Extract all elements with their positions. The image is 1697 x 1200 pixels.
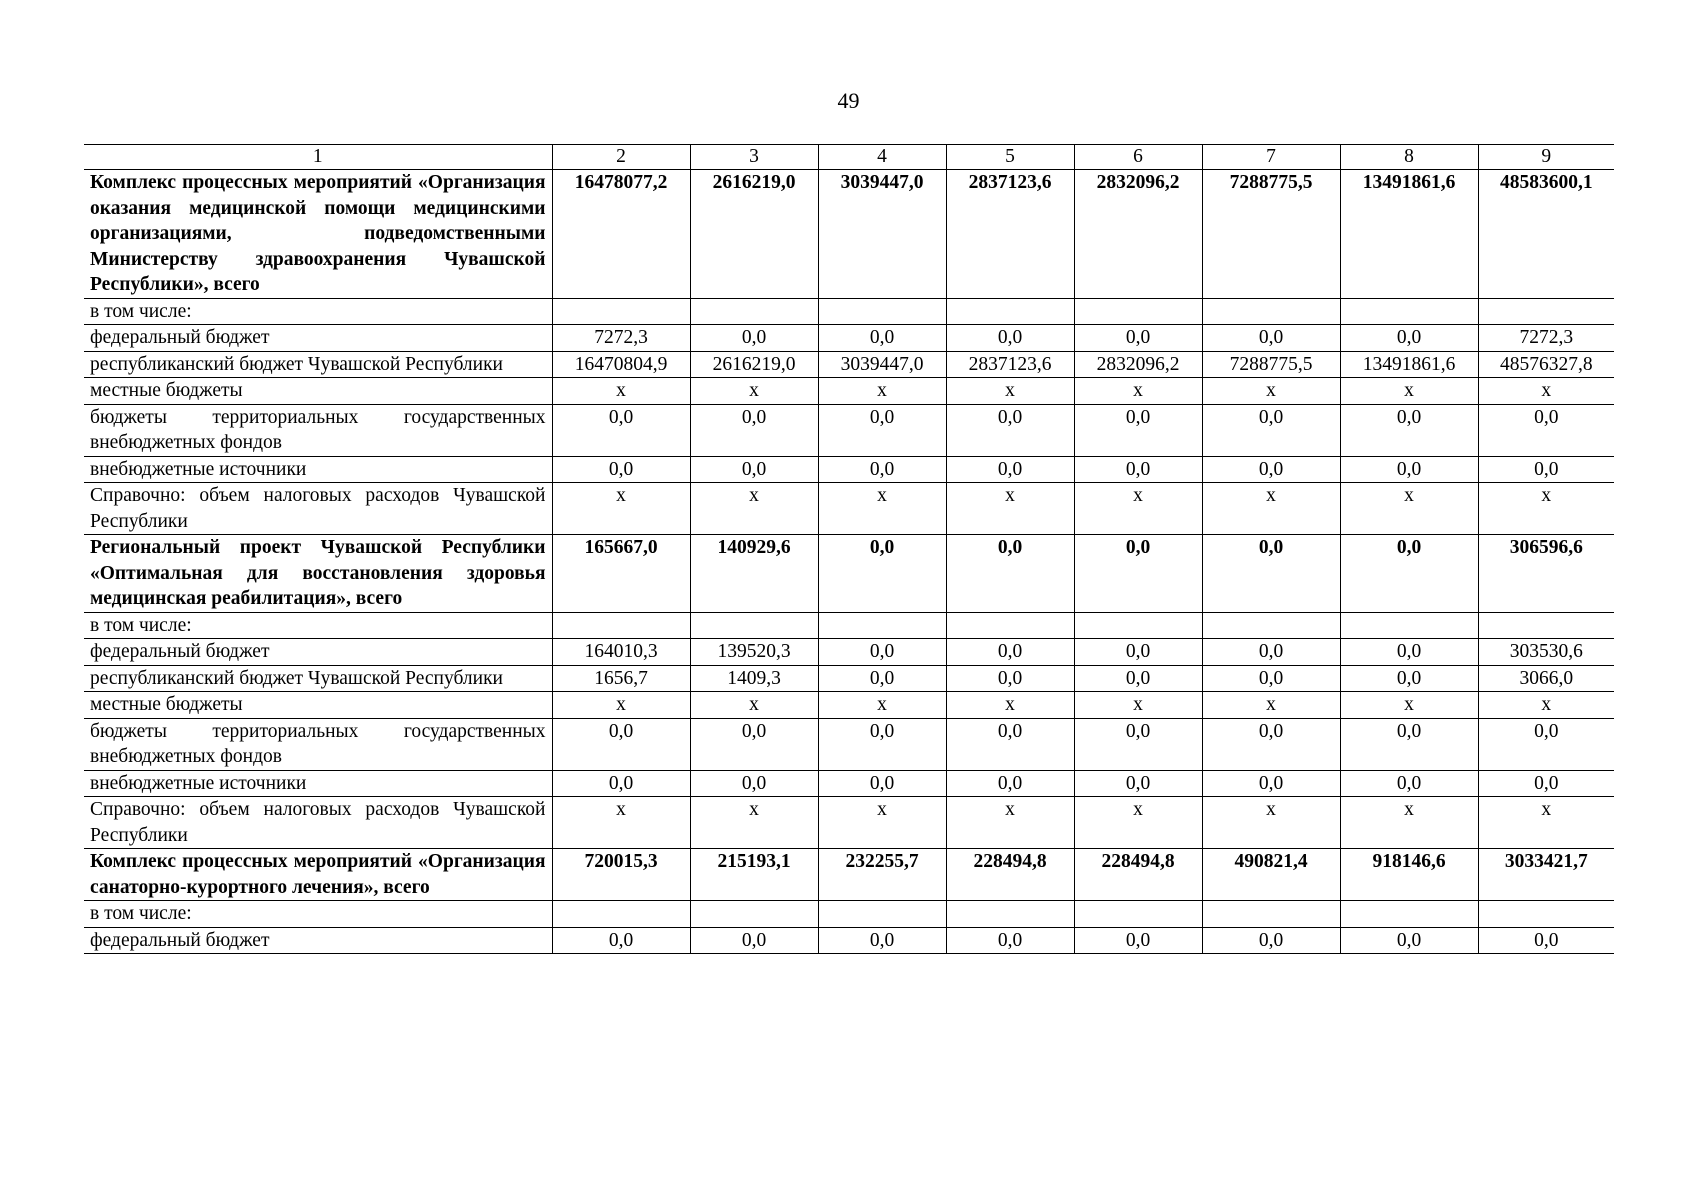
value-cell-col-2: x: [552, 797, 690, 849]
value-cell-col-5: x: [946, 378, 1074, 405]
value-cell-col-6: 0,0: [1074, 718, 1202, 770]
value-cell-col-9: 48583600,1: [1478, 170, 1614, 299]
table-row: [84, 639, 1614, 666]
value-cell-col-6: x: [1074, 692, 1202, 719]
value-cell-col-8: x: [1340, 692, 1478, 719]
value-cell-col-6: x: [1074, 797, 1202, 849]
row-label: федеральный бюджет: [84, 325, 552, 352]
table-body: [84, 170, 1614, 954]
value-cell-col-5: 0,0: [946, 665, 1074, 692]
value-cell-col-7: x: [1202, 797, 1340, 849]
value-cell-col-7: 0,0: [1202, 456, 1340, 483]
value-cell-col-3: 139520,3: [690, 639, 818, 666]
value-cell-col-4: x: [818, 692, 946, 719]
row-label: Комплекс процессных мероприятий «Организация санаторно-курортного лечения», всего: [84, 849, 552, 901]
value-cell-col-5: 0,0: [946, 535, 1074, 613]
value-cell-col-2: 0,0: [552, 456, 690, 483]
table-row: [84, 351, 1614, 378]
value-cell-col-7: 0,0: [1202, 639, 1340, 666]
row-label: местные бюджеты: [84, 692, 552, 719]
value-cell-col-8: 13491861,6: [1340, 170, 1478, 299]
value-cell-col-8: 13491861,6: [1340, 351, 1478, 378]
table-row: [84, 770, 1614, 797]
value-cell-col-2: 720015,3: [552, 849, 690, 901]
value-cell-col-5: 0,0: [946, 456, 1074, 483]
column-header-4: 4: [818, 145, 946, 170]
table-row: [84, 483, 1614, 535]
table-row: [84, 797, 1614, 849]
value-cell-col-2: 164010,3: [552, 639, 690, 666]
value-cell-col-6: [1074, 298, 1202, 325]
value-cell-col-4: x: [818, 378, 946, 405]
column-header-9: 9: [1478, 145, 1614, 170]
value-cell-col-4: 232255,7: [818, 849, 946, 901]
column-header-2: 2: [552, 145, 690, 170]
value-cell-col-9: 0,0: [1478, 770, 1614, 797]
value-cell-col-6: [1074, 612, 1202, 639]
value-cell-col-5: 0,0: [946, 639, 1074, 666]
value-cell-col-9: 7272,3: [1478, 325, 1614, 352]
value-cell-col-6: 0,0: [1074, 325, 1202, 352]
table-row: [84, 325, 1614, 352]
value-cell-col-8: 0,0: [1340, 325, 1478, 352]
value-cell-col-2: 165667,0: [552, 535, 690, 613]
value-cell-col-4: 0,0: [818, 404, 946, 456]
value-cell-col-4: 0,0: [818, 325, 946, 352]
value-cell-col-9: 0,0: [1478, 404, 1614, 456]
value-cell-col-6: 0,0: [1074, 456, 1202, 483]
value-cell-col-5: 0,0: [946, 325, 1074, 352]
value-cell-col-8: 0,0: [1340, 718, 1478, 770]
value-cell-col-9: 0,0: [1478, 927, 1614, 954]
value-cell-col-4: 0,0: [818, 535, 946, 613]
value-cell-col-8: x: [1340, 483, 1478, 535]
value-cell-col-4: 3039447,0: [818, 170, 946, 299]
value-cell-col-9: x: [1478, 797, 1614, 849]
value-cell-col-2: [552, 901, 690, 928]
table-row: [84, 404, 1614, 456]
value-cell-col-3: 0,0: [690, 718, 818, 770]
value-cell-col-2: [552, 612, 690, 639]
value-cell-col-5: 0,0: [946, 927, 1074, 954]
value-cell-col-3: 0,0: [690, 770, 818, 797]
row-label: Справочно: объем налоговых расходов Чувашской Республики: [84, 483, 552, 535]
value-cell-col-8: x: [1340, 378, 1478, 405]
subheading-row: [84, 612, 1614, 639]
value-cell-col-5: 2837123,6: [946, 170, 1074, 299]
value-cell-col-3: 2616219,0: [690, 351, 818, 378]
value-cell-col-4: 0,0: [818, 770, 946, 797]
value-cell-col-6: 2832096,2: [1074, 170, 1202, 299]
value-cell-col-5: 0,0: [946, 770, 1074, 797]
value-cell-col-8: 0,0: [1340, 770, 1478, 797]
value-cell-col-3: x: [690, 692, 818, 719]
value-cell-col-6: 0,0: [1074, 535, 1202, 613]
value-cell-col-7: 0,0: [1202, 404, 1340, 456]
value-cell-col-6: 0,0: [1074, 770, 1202, 797]
value-cell-col-3: [690, 901, 818, 928]
value-cell-col-8: [1340, 901, 1478, 928]
value-cell-col-7: [1202, 298, 1340, 325]
subheading-row: [84, 901, 1614, 928]
value-cell-col-5: x: [946, 483, 1074, 535]
value-cell-col-6: 0,0: [1074, 927, 1202, 954]
value-cell-col-4: [818, 612, 946, 639]
value-cell-col-2: 0,0: [552, 927, 690, 954]
value-cell-col-5: [946, 298, 1074, 325]
value-cell-col-9: [1478, 901, 1614, 928]
row-label: Комплекс процессных мероприятий «Организация оказания медицинской помощи медицинскими организациями, подведомственными Министерству здравоохранения Чувашской Республики», всего: [84, 170, 552, 299]
row-label: внебюджетные источники: [84, 456, 552, 483]
row-label: местные бюджеты: [84, 378, 552, 405]
value-cell-col-9: 0,0: [1478, 718, 1614, 770]
value-cell-col-2: 0,0: [552, 404, 690, 456]
value-cell-col-8: 0,0: [1340, 665, 1478, 692]
value-cell-col-2: x: [552, 378, 690, 405]
page-number: 49: [837, 88, 860, 113]
value-cell-col-4: 0,0: [818, 456, 946, 483]
value-cell-col-2: 0,0: [552, 770, 690, 797]
column-header-1: 1: [84, 145, 552, 170]
column-header-6: 6: [1074, 145, 1202, 170]
row-label: бюджеты территориальных государственных внебюджетных фондов: [84, 404, 552, 456]
value-cell-col-9: 3066,0: [1478, 665, 1614, 692]
table-row: [84, 378, 1614, 405]
column-header-7: 7: [1202, 145, 1340, 170]
table-header: [84, 145, 1614, 170]
row-label: в том числе:: [84, 901, 552, 928]
value-cell-col-9: 3033421,7: [1478, 849, 1614, 901]
value-cell-col-7: 0,0: [1202, 535, 1340, 613]
value-cell-col-3: 1409,3: [690, 665, 818, 692]
value-cell-col-8: 0,0: [1340, 535, 1478, 613]
column-header-3: 3: [690, 145, 818, 170]
value-cell-col-7: 490821,4: [1202, 849, 1340, 901]
value-cell-col-7: 0,0: [1202, 718, 1340, 770]
value-cell-col-7: x: [1202, 692, 1340, 719]
value-cell-col-6: [1074, 901, 1202, 928]
value-cell-col-7: [1202, 612, 1340, 639]
row-label: бюджеты территориальных государственных внебюджетных фондов: [84, 718, 552, 770]
value-cell-col-5: 228494,8: [946, 849, 1074, 901]
row-label: Справочно: объем налоговых расходов Чувашской Республики: [84, 797, 552, 849]
value-cell-col-2: 1656,7: [552, 665, 690, 692]
table-row: [84, 692, 1614, 719]
value-cell-col-5: x: [946, 797, 1074, 849]
header-row: [84, 145, 1614, 170]
value-cell-col-9: x: [1478, 483, 1614, 535]
value-cell-col-3: 0,0: [690, 927, 818, 954]
row-label: в том числе:: [84, 612, 552, 639]
value-cell-col-2: 7272,3: [552, 325, 690, 352]
value-cell-col-7: 7288775,5: [1202, 170, 1340, 299]
value-cell-col-4: x: [818, 483, 946, 535]
value-cell-col-3: 140929,6: [690, 535, 818, 613]
row-label: федеральный бюджет: [84, 639, 552, 666]
value-cell-col-3: x: [690, 378, 818, 405]
value-cell-col-3: 0,0: [690, 325, 818, 352]
value-cell-col-2: [552, 298, 690, 325]
value-cell-col-2: x: [552, 692, 690, 719]
row-label: федеральный бюджет: [84, 927, 552, 954]
value-cell-col-7: 0,0: [1202, 927, 1340, 954]
value-cell-col-7: 0,0: [1202, 770, 1340, 797]
table-row: [84, 456, 1614, 483]
row-label: внебюджетные источники: [84, 770, 552, 797]
column-header-5: 5: [946, 145, 1074, 170]
value-cell-col-3: 2616219,0: [690, 170, 818, 299]
value-cell-col-7: [1202, 901, 1340, 928]
row-label: республиканский бюджет Чувашской Республики: [84, 665, 552, 692]
table-row: [84, 718, 1614, 770]
value-cell-col-4: 0,0: [818, 927, 946, 954]
value-cell-col-8: 0,0: [1340, 927, 1478, 954]
value-cell-col-7: 0,0: [1202, 665, 1340, 692]
value-cell-col-3: [690, 298, 818, 325]
value-cell-col-4: 0,0: [818, 639, 946, 666]
table-row: [84, 665, 1614, 692]
value-cell-col-3: 0,0: [690, 456, 818, 483]
value-cell-col-9: 306596,6: [1478, 535, 1614, 613]
row-label: в том числе:: [84, 298, 552, 325]
column-header-8: 8: [1340, 145, 1478, 170]
value-cell-col-9: 303530,6: [1478, 639, 1614, 666]
value-cell-col-2: x: [552, 483, 690, 535]
value-cell-col-8: 0,0: [1340, 456, 1478, 483]
value-cell-col-2: 16470804,9: [552, 351, 690, 378]
value-cell-col-6: x: [1074, 483, 1202, 535]
value-cell-col-5: x: [946, 692, 1074, 719]
value-cell-col-8: x: [1340, 797, 1478, 849]
value-cell-col-4: 3039447,0: [818, 351, 946, 378]
value-cell-col-4: x: [818, 797, 946, 849]
subheading-row: [84, 298, 1614, 325]
value-cell-col-2: 0,0: [552, 718, 690, 770]
value-cell-col-9: [1478, 612, 1614, 639]
row-label: Региональный проект Чувашской Республики «Оптимальная для восстановления здоровья медицинская реабилитация», всего: [84, 535, 552, 613]
value-cell-col-9: 48576327,8: [1478, 351, 1614, 378]
value-cell-col-6: x: [1074, 378, 1202, 405]
value-cell-col-4: 0,0: [818, 718, 946, 770]
value-cell-col-8: [1340, 612, 1478, 639]
value-cell-col-4: [818, 298, 946, 325]
value-cell-col-3: x: [690, 483, 818, 535]
value-cell-col-9: x: [1478, 692, 1614, 719]
value-cell-col-6: 0,0: [1074, 404, 1202, 456]
value-cell-col-6: 0,0: [1074, 665, 1202, 692]
value-cell-col-8: 918146,6: [1340, 849, 1478, 901]
value-cell-col-8: 0,0: [1340, 639, 1478, 666]
value-cell-col-8: 0,0: [1340, 404, 1478, 456]
value-cell-col-4: [818, 901, 946, 928]
value-cell-col-7: 0,0: [1202, 325, 1340, 352]
value-cell-col-5: 2837123,6: [946, 351, 1074, 378]
value-cell-col-9: [1478, 298, 1614, 325]
value-cell-col-6: 228494,8: [1074, 849, 1202, 901]
value-cell-col-6: 0,0: [1074, 639, 1202, 666]
value-cell-col-7: 7288775,5: [1202, 351, 1340, 378]
row-label: республиканский бюджет Чувашской Республики: [84, 351, 552, 378]
value-cell-col-5: [946, 901, 1074, 928]
value-cell-col-9: x: [1478, 378, 1614, 405]
value-cell-col-3: 215193,1: [690, 849, 818, 901]
value-cell-col-8: [1340, 298, 1478, 325]
value-cell-col-5: 0,0: [946, 404, 1074, 456]
value-cell-col-5: [946, 612, 1074, 639]
value-cell-col-7: x: [1202, 378, 1340, 405]
value-cell-col-6: 2832096,2: [1074, 351, 1202, 378]
value-cell-col-3: x: [690, 797, 818, 849]
total-row: [84, 535, 1614, 613]
total-row: [84, 849, 1614, 901]
value-cell-col-7: x: [1202, 483, 1340, 535]
total-row: [84, 170, 1614, 299]
budget-table: [84, 144, 1614, 954]
value-cell-col-2: 16478077,2: [552, 170, 690, 299]
value-cell-col-5: 0,0: [946, 718, 1074, 770]
table-row: [84, 927, 1614, 954]
value-cell-col-4: 0,0: [818, 665, 946, 692]
value-cell-col-3: [690, 612, 818, 639]
value-cell-col-9: 0,0: [1478, 456, 1614, 483]
value-cell-col-3: 0,0: [690, 404, 818, 456]
